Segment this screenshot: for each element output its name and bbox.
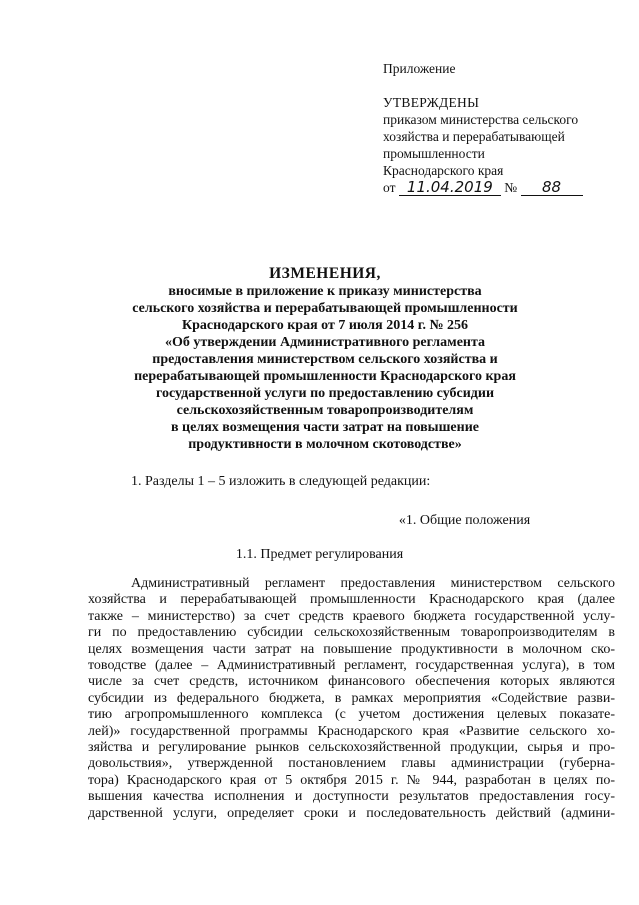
body-line: зяйства и регулирование рынков сельскохозяйственной продукции, сырья и про- <box>88 740 615 756</box>
body-paragraph <box>88 576 615 822</box>
heading-line: перерабатывающей промышленности Краснодарского края <box>134 369 516 384</box>
heading-line: Краснодарского края от 7 июля 2014 г. № 256 <box>181 318 469 333</box>
subsection-title: 1.1. Предмет регулирования <box>235 547 404 562</box>
heading-line: «Об утверждении Административного регламента <box>164 335 486 350</box>
order-line: хозяйства и перерабатывающей <box>383 129 565 144</box>
body-line: дарственной услуги, определяет сроки и последовательность действий (админи- <box>88 805 615 821</box>
heading-line: сельскохозяйственным товаропроизводителям <box>176 403 474 418</box>
body-line: довольствия», утвержденной постановлением главы администрации (губерна- <box>88 756 615 772</box>
section-title: «1. Общие положения <box>398 513 531 528</box>
body-line: хозяйства и перерабатывающей промышленности Краснодарского края (далее <box>88 592 615 608</box>
order-line: приказом министерства сельского <box>383 112 579 127</box>
approved-title: УТВЕРЖДЕНЫ <box>383 95 480 110</box>
body-line: тию агропромышленного комплекса (с учетом достижения целевых показате- <box>88 707 615 723</box>
document-title: ИЗМЕНЕНИЯ, <box>269 265 381 282</box>
handwritten-date: 11.04.2019 <box>399 180 501 196</box>
body-line: целях возмещения части затрат на повышение продуктивности в молочном ско- <box>88 641 615 657</box>
body-line: тора) Краснодарского края от 5 октября 2015 г. № 944, разработан в целях по- <box>88 772 615 788</box>
body-line: лей)» государственной программы Краснодарского края «Развитие сельского хо- <box>88 723 615 739</box>
body-line: числе за счет средств, источником финансового обеспечения которых являются <box>88 674 615 690</box>
heading-line: предоставления министерством сельского хозяйства и <box>152 352 498 367</box>
number-prefix: № <box>504 180 518 195</box>
date-prefix: от <box>383 180 396 195</box>
date-number-line <box>383 179 613 196</box>
order-line: промышленности <box>383 146 485 161</box>
body-line: ги по предоставлению субсидии сельскохозяйственным товаропроизводителям в <box>88 625 615 641</box>
body-line: также – министерство) за счет средств краевого бюджета государственной услу- <box>88 608 615 624</box>
heading-line: вносимые в приложение к приказу министерства <box>168 284 482 299</box>
document-heading <box>60 265 590 453</box>
handwritten-number: 88 <box>521 180 583 196</box>
heading-line: в целях возмещения части затрат на повышение <box>171 420 479 435</box>
intro-paragraph: 1. Разделы 1 – 5 изложить в следующей редакции: <box>131 474 431 489</box>
body-line: Административный регламент предоставления министерством сельского <box>131 576 615 591</box>
approval-block <box>383 60 613 196</box>
appendix-label: Приложение <box>383 61 456 76</box>
order-line: Краснодарского края <box>383 163 504 178</box>
body-line: субсидии из федерального бюджета, в рамках мероприятия «Содействие разви- <box>88 690 615 706</box>
body-line: товодстве (далее – Административный регламент, государственная услуга), в том <box>88 658 615 674</box>
body-line: вышения качества исполнения и доступности результатов предоставления госу- <box>88 789 615 805</box>
heading-line: государственной услуги по предоставлению субсидии <box>155 386 495 401</box>
heading-line: сельского хозяйства и перерабатывающей промышленности <box>132 301 518 316</box>
heading-line: продуктивности в молочном скотоводстве» <box>188 437 462 452</box>
